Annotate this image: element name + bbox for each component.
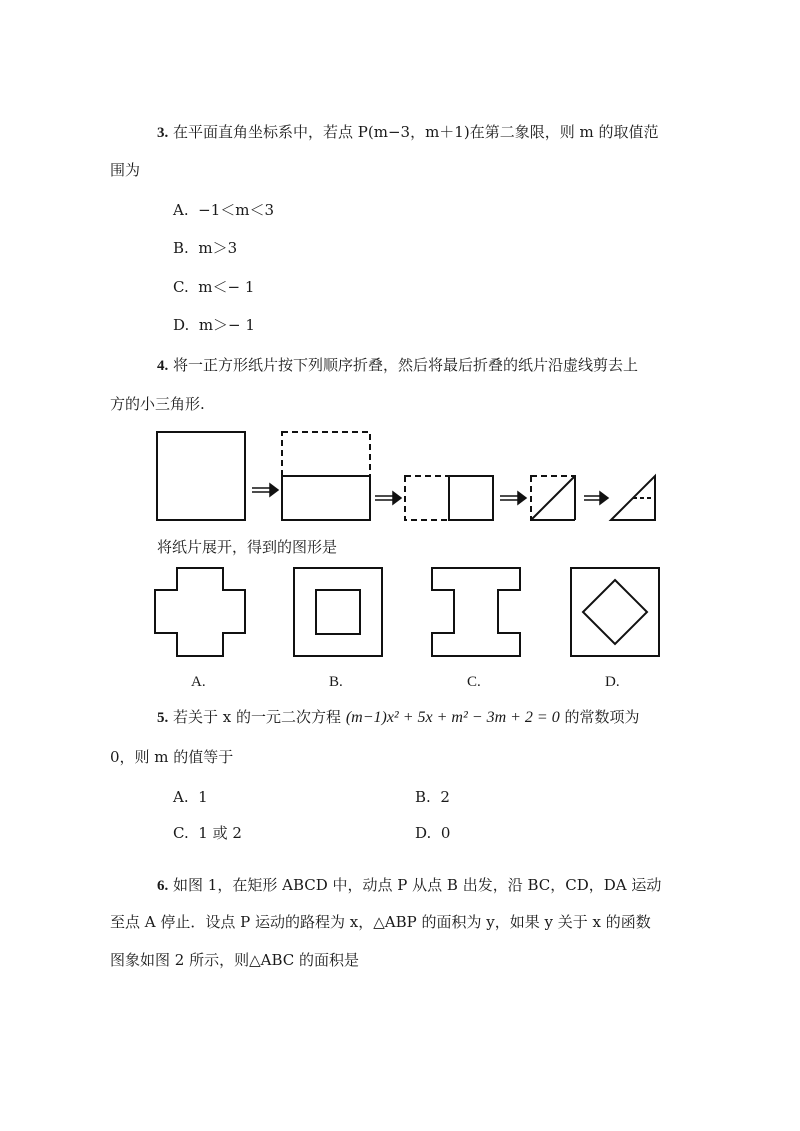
folded-half [282,476,370,520]
q3-text-line1: 在平面直角坐标系中，若点 P(m−3，m＋1)在第二象限，则 m 的取值范 [173,123,659,141]
q5-option-d [415,823,450,843]
q3-number: 3. [157,125,169,141]
option-text: m＞− 1 [198,316,255,334]
q6-line1 [157,875,661,896]
choice-a-cross-shape [155,568,245,656]
fold-arrow-3-icon [500,492,526,504]
option-letter: C. [173,278,189,296]
choice-d-diamond [583,580,647,644]
option-text: m＞3 [198,239,238,257]
q5-option-a [173,787,208,807]
option-text: 2 [440,788,450,806]
q6-text-line2: 至点 A 停止．设点 P 运动的路程为 x，△ABP 的面积为 y，如果 y 关于 x 的函数 [110,913,651,931]
q4-unfold-text: 将纸片展开，得到的图形是 [157,538,338,556]
choice-c-label: C. [467,674,481,690]
option-letter: D. [173,316,190,334]
option-text: 0 [440,824,451,842]
q5-line1 [157,707,640,728]
folded-quarter-dashed [405,476,449,520]
option-text: 1 [198,788,208,806]
option-letter: A. [173,201,189,219]
q5-text-after: 的常数项为 [564,708,640,726]
q4-text-line1: 将一正方形纸片按下列顺序折叠，然后将最后折叠的纸片沿虚线剪去上 [173,356,639,374]
option-letter: B. [173,239,189,257]
choice-b-outer-square [294,568,382,656]
choice-d-label: D. [605,674,620,690]
q4-text-line2: 方的小三角形. [110,395,205,413]
fold-arrow-2-icon [375,492,401,504]
q6-text-line1: 如图 1，在矩形 ABCD 中，动点 P 从点 B 出发，沿 BC，CD，DA 运动 [173,876,662,894]
q5-option-c [173,823,242,843]
fold-arrow-1-icon [252,484,278,496]
folded-triangle-diagonal [531,476,575,520]
q4-number: 4. [157,358,169,374]
q6-number: 6. [157,878,169,894]
folded-quarter [449,476,493,520]
square-paper [157,432,245,520]
option-letter: A. [173,788,189,806]
choice-a-label: A. [191,674,206,690]
option-text: 1 或 2 [198,824,242,842]
choice-b-inner-square [316,590,360,634]
q5-option-b [415,787,450,807]
q3-text-line2: 围为 [110,161,141,179]
option-letter: B. [415,788,431,806]
choice-c-i-shape [432,568,520,656]
q5-number: 5. [157,710,169,726]
option-letter: D. [415,824,432,842]
q5-text-line2: 0，则 m 的值等于 [110,748,234,766]
q5-equation: (m−1)x² + 5x + m² − 3m + 2 = 0 [345,709,560,726]
q6-text-line3: 图象如图 2 所示，则△ABC 的面积是 [110,951,359,969]
folded-half-dashed [282,432,370,476]
fold-arrow-4-icon [584,492,608,504]
option-letter: C. [173,824,189,842]
option-text: m＜− 1 [198,278,255,296]
choice-b-label: B. [329,674,343,690]
option-text: −1＜m＜3 [198,201,275,219]
q5-text-before: 若关于 x 的一元二次方程 [173,708,342,726]
